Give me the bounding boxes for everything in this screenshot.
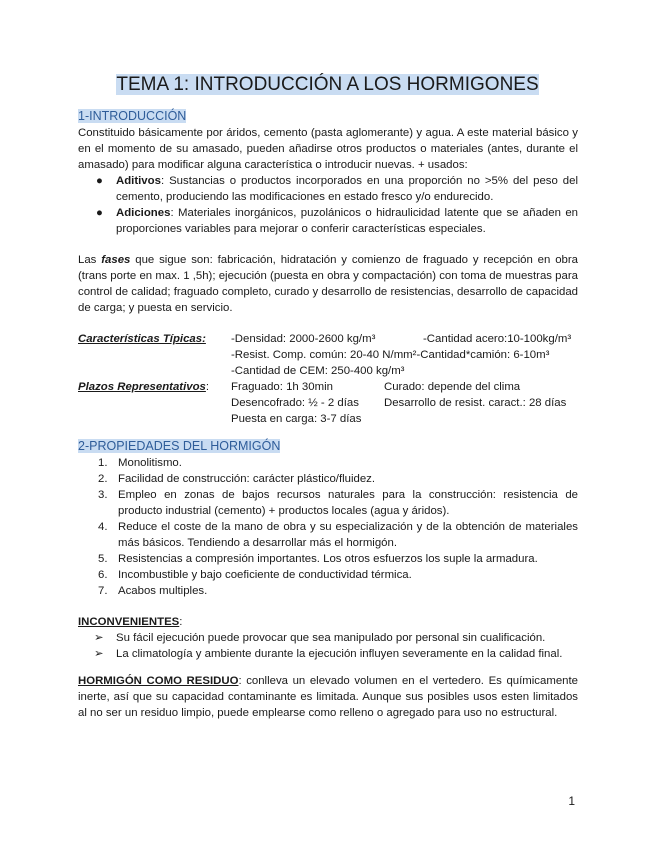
- list-item: 3. Empleo en zonas de bajos recursos naturales para la construcción: resistencia de producto industrial (cemento) + productos locales (agua y áridos).: [98, 489, 578, 517]
- residuo-paragraph: HORMIGÓN COMO RESIDUO: conlleva un elevado volumen en el vertedero. Es químicamente inerte, así que su capacidad contaminante es limitada. Aunque sus posibles usos esten limitados al no ser un residuo limpio, puede emplearse como relleno o agregado para uso no estructural.: [78, 675, 578, 719]
- bullet-item-adiciones: ● Adiciones: Materiales inorgánicos, puzolánicos o hidraulicidad latente que se añaden en proporciones variables para mejorar o conferir características especiales.: [96, 207, 578, 235]
- inconvenientes-list: [78, 630, 578, 662]
- document-body: [78, 108, 578, 721]
- cantidad-acero-value: -Cantidad acero:10-100kg/m³: [423, 333, 572, 345]
- arrow-bullet-icon: ➢: [94, 632, 104, 644]
- arrow-bullet-icon: ➢: [94, 648, 104, 660]
- curado-value: Curado: depende del clima: [384, 381, 521, 393]
- bullet-list: [78, 173, 578, 237]
- bullet-item-aditivos: ● Aditivos: Sustancias o productos incorporados en una proporción no >5% del peso del cemento, produciendo las modificaciones en estado fresco y/o endurecido.: [96, 175, 578, 203]
- plazos-label: Plazos Representativos:: [78, 381, 210, 393]
- caracteristicas-label: Características Típicas:: [78, 333, 206, 345]
- desencofrado-value: Desencofrado: ½ - 2 días: [231, 397, 359, 409]
- desarrollo-resist-value: Desarrollo de resist. caract.: 28 días: [384, 397, 567, 409]
- fases-paragraph: Las fases que sigue son: fabricación, hidratación y comienzo de fraguado y recepción en obra (trans porte en max. 1 ,5h); ejecución (puesta en obra y compactación) con toma de muestras para control de calidad; fraguado completo, curado y desarrollo de resistencias, desarrollo de capacidad de carga; y puesta en servicio.: [78, 254, 579, 314]
- densidad-value: -Densidad: 2000-2600 kg/m³: [231, 333, 376, 345]
- page-title: TEMA 1: INTRODUCCIÓN A LOS HORMIGONES: [116, 74, 539, 95]
- intro-paragraph: Constituido básicamente por áridos, cemento (pasta aglomerante) y agua. A este material básico y en el momento de su amasado, pueden añadirse otros productos o materiales (antes, durante el amasado) para modificar alguna característica o introducir nuevas. + usados:: [78, 127, 578, 171]
- list-item: 7. Acabos multiples.: [98, 585, 208, 597]
- list-item: ➢ La climatología y ambiente durante la ejecución influyen severamente en la calidad final.: [94, 648, 563, 660]
- list-item: 5. Resistencias a compresión importantes. Los otros esfuerzos los suple la armadura.: [98, 553, 538, 565]
- inconvenientes-heading: INCONVENIENTES:: [78, 616, 183, 628]
- list-item: 1. Monolitismo.: [98, 457, 182, 469]
- list-item: 6. Incombustible y bajo coeficiente de conductividad térmica.: [98, 569, 412, 581]
- section-heading-introduccion: 1-INTRODUCCIÓN: [78, 109, 187, 123]
- plazos-row-3: [78, 411, 578, 427]
- cantidad-cem-value: -Cantidad de CEM: 250-400 kg/m³: [231, 365, 405, 377]
- caracteristicas-row-2: [78, 347, 578, 363]
- puesta-carga-value: Puesta en carga: 3-7 días: [231, 413, 362, 425]
- bullet-icon: ●: [96, 207, 103, 219]
- plazos-row-2: [78, 395, 578, 411]
- caracteristicas-row-3: [78, 363, 578, 379]
- list-item: 4. Reduce el coste de la mano de obra y su especialización y de la obtención de materiales más básicos. Tendiendo a desarrollar más el hormigón.: [98, 521, 578, 549]
- fraguado-value: Fraguado: 1h 30min: [231, 381, 333, 393]
- caracteristicas-row-1: [78, 331, 578, 347]
- page-number: 1: [568, 794, 575, 808]
- plazos-row-1: [78, 379, 578, 395]
- list-item: 2. Facilidad de construcción: carácter plástico/fluidez.: [98, 473, 376, 485]
- bullet-icon: ●: [96, 175, 103, 187]
- resistencia-value: -Resist. Comp. común: 20-40 N/mm²-Cantidad*camión: 6-10m³: [231, 349, 550, 361]
- section-heading-propiedades: 2-PROPIEDADES DEL HORMIGÓN: [78, 439, 281, 453]
- list-item: ➢ Su fácil ejecución puede provocar que sea manipulado por personal sin cualificación.: [94, 632, 546, 644]
- propiedades-list: [78, 455, 578, 599]
